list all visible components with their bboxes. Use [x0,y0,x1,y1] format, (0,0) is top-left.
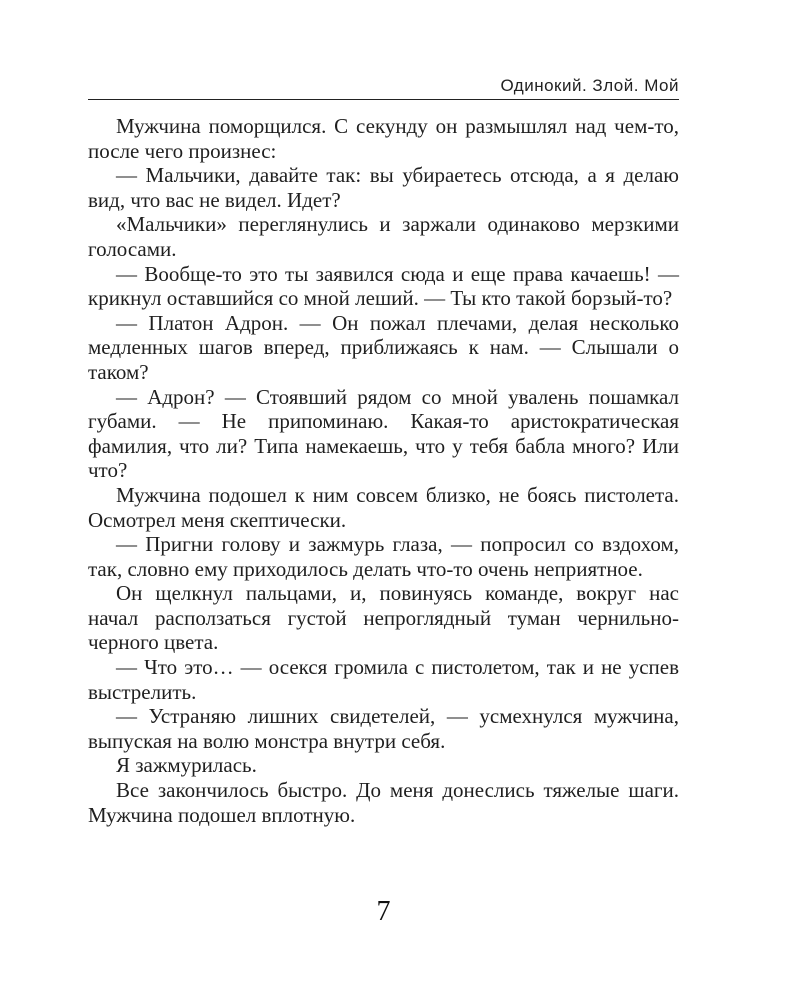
paragraph-4: — Вообще-то это ты заявился сюда и еще права качаешь! — крикнул оставшийся со мной леший. — Ты кто такой борзый-то? [88,261,679,311]
paragraph-13: Все закончилось быстро. До меня донеслись тяжелые шаги. Мужчина подошел вплотную. [88,778,679,827]
paragraph-1: Мужчина поморщился. С секунду он размышлял над чем-то, после чего произнес: [88,114,679,163]
running-header: Одинокий. Злой. Мой [500,76,679,95]
paragraph-7: Мужчина подошел к ним совсем близко, не боясь пистолета. Осмотрел меня скептически. [88,482,679,532]
header-rule [88,99,679,100]
paragraph-2: — Мальчики, давайте так: вы убираетесь отсюда, а я делаю вид, что вас не видел. Идет? [88,163,679,212]
paragraph-12: Я зажмурилась. [116,753,257,778]
paragraph-11: — Устраняю лишних свидетелей, — усмехнулся мужчина, выпуская на волю монстра внутри себя. [88,704,679,753]
paragraph-5: — Платон Адрон. — Он пожал плечами, делая несколько медленных шагов вперед, приближаясь к нам. — Слышали о таком? [88,310,679,384]
body-text [88,114,679,827]
page-number: 7 [376,896,391,927]
paragraph-9: Он щелкнул пальцами, и, повинуясь команде, вокруг нас начал расползаться густой непроглядный туман чернильно-черного цвета. [88,581,679,655]
paragraph-8: — Пригни голову и зажмурь глаза, — попросил со вздохом, так, словно ему приходилось делать что-то очень неприятное. [88,532,679,581]
paragraph-6: — Адрон? — Стоявший рядом со мной увалень пошамкал губами. — Не припоминаю. Какая-то аристократическая фамилия, что ли? Типа намекаешь, что у тебя бабла много? Или что? [88,384,679,483]
paragraph-3: «Мальчики» переглянулись и заржали одинаково мерзкими голосами. [88,212,679,261]
paragraph-10: — Что это… — осекся громила с пистолетом, так и не успев выстрелить. [88,655,679,704]
